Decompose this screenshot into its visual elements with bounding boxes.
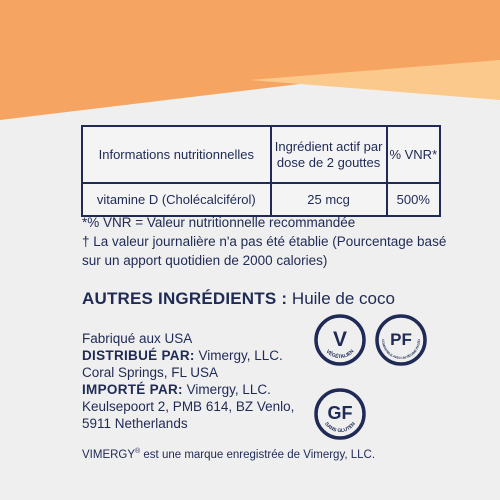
other-ingredients-label: AUTRES INGRÉDIENTS :: [82, 289, 288, 308]
table-cell: 25 mcg: [271, 183, 387, 216]
distributed-line: [82, 347, 322, 364]
vegan-badge-letter: V: [332, 328, 348, 351]
made-in: Fabriqué aux USA: [82, 331, 193, 346]
manufacturer-info: [82, 330, 322, 432]
gluten-free-badge-icon: [313, 387, 367, 441]
table-header-row: [82, 126, 440, 183]
table-header: Informations nutritionnelles: [82, 126, 271, 183]
table-cell: 500%: [387, 183, 440, 216]
distributed-label: DISTRIBUÉ PAR:: [82, 348, 195, 363]
imported-line: [82, 381, 322, 398]
table-cell: vitamine D (Cholécalciférol): [82, 183, 271, 216]
palm-free-badge-icon: [374, 313, 428, 367]
gf-badge-letter: GF: [327, 403, 353, 423]
gf-badge-caption: SANS GLUTEN: [323, 421, 357, 435]
vegan-badge-icon: [313, 313, 367, 367]
registered-mark: ®: [135, 448, 141, 455]
footnotes: [82, 213, 452, 270]
other-ingredients: [82, 289, 395, 309]
imported-by: Vimergy, LLC.: [186, 382, 271, 397]
pf-badge-letter: PF: [390, 330, 412, 349]
footnote: *% VNR = Valeur nutritionnelle recommandée: [82, 215, 356, 230]
vegan-badge-caption: VÉGÉTALIEN: [324, 348, 356, 361]
imported-label: IMPORTÉ PAR:: [82, 382, 183, 397]
distributed-by: Vimergy, LLC.: [198, 348, 283, 363]
table-row: [82, 183, 440, 216]
nutrition-table: [81, 125, 441, 217]
pf-badge-caption: COMPATIBLE AVEC UN RÉGIME PALÉO: [380, 339, 422, 361]
trademark-text: est une marque enregistrée de Vimergy, LLC.: [140, 448, 376, 461]
distributed-address: Coral Springs, FL USA: [82, 365, 219, 380]
table-header: % VNR*: [387, 126, 440, 183]
other-ingredients-value: Huile de coco: [291, 289, 395, 308]
footnote: † La valeur journalière n'a pas été établie (Pourcentage basé sur un apport quotidien de 2000 calories): [82, 234, 447, 268]
trademark-notice: [82, 448, 375, 461]
imported-address: Keulsepoort 2, PMB 614, BZ Venlo, 5911 Netherlands: [82, 399, 295, 431]
brand-name: VIMERGY: [82, 448, 136, 461]
table-header: Ingrédient actif par dose de 2 gouttes: [271, 126, 387, 183]
